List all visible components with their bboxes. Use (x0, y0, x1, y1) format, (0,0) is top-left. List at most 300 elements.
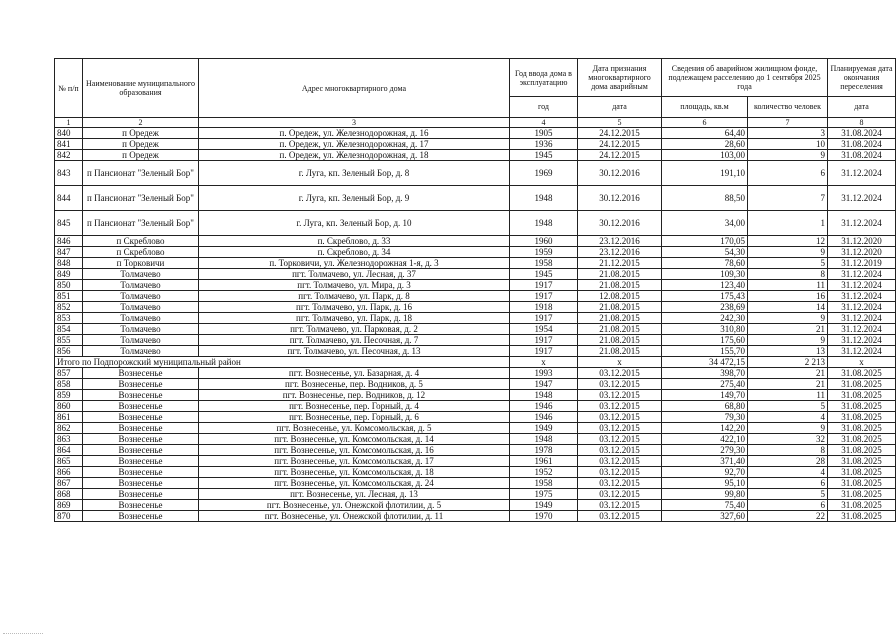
address-cell: г. Луга, кп. Зеленый Бор, д. 9 (199, 186, 510, 211)
address-cell: п. Торковичи, ул. Железнодорожная 1-я, д. 3 (199, 258, 510, 269)
row-number: 853 (55, 313, 83, 324)
row-number: 860 (55, 401, 83, 412)
date-cell: 24.12.2015 (578, 150, 662, 161)
header-info: Сведения об аварийном жилищном фонде, подлежащем расселению до 1 сентября 2025 года (662, 59, 828, 97)
total-plan: х (828, 357, 896, 368)
address-cell: пгт. Вознесенье, ул. Комсомольская, д. 16 (199, 445, 510, 456)
municipality-cell: п Пансионат "Зеленый Бор" (83, 211, 199, 236)
people-cell: 22 (748, 511, 828, 522)
table-row (55, 211, 896, 236)
table-row (55, 511, 896, 522)
plan-date-cell: 31.08.2025 (828, 412, 896, 423)
year-cell: 1993 (510, 368, 578, 379)
year-cell: 1917 (510, 280, 578, 291)
total-year: х (510, 357, 578, 368)
date-cell: 03.12.2015 (578, 489, 662, 500)
area-cell: 371,40 (662, 456, 748, 467)
municipality-cell: Толмачево (83, 346, 199, 357)
year-cell: 1948 (510, 211, 578, 236)
area-cell: 78,60 (662, 258, 748, 269)
row-number: 840 (55, 128, 83, 139)
year-cell: 1905 (510, 128, 578, 139)
area-cell: 28,60 (662, 139, 748, 150)
plan-date-cell: 31.08.2025 (828, 511, 896, 522)
people-cell: 16 (748, 291, 828, 302)
row-number: 870 (55, 511, 83, 522)
municipality-cell: Вознесенье (83, 489, 199, 500)
date-cell: 03.12.2015 (578, 412, 662, 423)
table-row (55, 258, 896, 269)
header-plan: Планируемая дата окончания переселения (828, 59, 896, 97)
people-cell: 11 (748, 280, 828, 291)
year-cell: 1952 (510, 467, 578, 478)
municipality-cell: Вознесенье (83, 445, 199, 456)
table-body-upper (55, 128, 896, 357)
address-cell: п. Оредеж, ул. Железнодорожная, д. 16 (199, 128, 510, 139)
row-number: 864 (55, 445, 83, 456)
year-cell: 1946 (510, 412, 578, 423)
plan-date-cell: 31.12.2024 (828, 186, 896, 211)
year-cell: 1969 (510, 161, 578, 186)
table-row (55, 139, 896, 150)
area-cell: 398,70 (662, 368, 748, 379)
address-cell: п. Скреблово, д. 33 (199, 236, 510, 247)
year-cell: 1917 (510, 313, 578, 324)
col-number: 8 (828, 118, 896, 128)
date-cell: 12.08.2015 (578, 291, 662, 302)
date-cell: 21.08.2015 (578, 335, 662, 346)
address-cell: г. Луга, кп. Зеленый Бор, д. 10 (199, 211, 510, 236)
area-cell: 149,70 (662, 390, 748, 401)
plan-date-cell: 31.08.2025 (828, 489, 896, 500)
municipality-cell: п Скреблово (83, 247, 199, 258)
address-cell: пгт. Толмачево, ул. Мира, д. 3 (199, 280, 510, 291)
date-cell: 03.12.2015 (578, 390, 662, 401)
col-number: 2 (83, 118, 199, 128)
people-cell: 21 (748, 324, 828, 335)
area-cell: 155,70 (662, 346, 748, 357)
header-municipality: Наименование муниципального образования (83, 59, 199, 118)
table-row (55, 161, 896, 186)
row-number: 869 (55, 500, 83, 511)
municipality-cell: Толмачево (83, 324, 199, 335)
date-cell: 21.08.2015 (578, 346, 662, 357)
table-row (55, 478, 896, 489)
plan-date-cell: 31.08.2025 (828, 368, 896, 379)
area-cell: 422,10 (662, 434, 748, 445)
plan-date-cell: 31.08.2024 (828, 150, 896, 161)
year-cell: 1945 (510, 150, 578, 161)
address-cell: п. Оредеж, ул. Железнодорожная, д. 17 (199, 139, 510, 150)
header-year: Год ввода дома в эксплуатацию (510, 59, 578, 97)
table-row (55, 467, 896, 478)
date-cell: 03.12.2015 (578, 456, 662, 467)
col-number: 4 (510, 118, 578, 128)
year-cell: 1949 (510, 423, 578, 434)
subheader-area: площадь, кв.м (662, 97, 748, 118)
people-cell: 6 (748, 161, 828, 186)
date-cell: 03.12.2015 (578, 434, 662, 445)
address-cell: пгт. Толмачево, ул. Парк, д. 16 (199, 302, 510, 313)
municipality-cell: Вознесенье (83, 478, 199, 489)
address-cell: п. Скреблово, д. 34 (199, 247, 510, 258)
people-cell: 9 (748, 313, 828, 324)
col-number: 3 (199, 118, 510, 128)
plan-date-cell: 31.08.2025 (828, 401, 896, 412)
plan-date-cell: 31.12.2024 (828, 335, 896, 346)
table-row (55, 280, 896, 291)
col-number: 7 (748, 118, 828, 128)
address-cell: пгт. Вознесенье, ул. Базарная, д. 4 (199, 368, 510, 379)
date-cell: 03.12.2015 (578, 478, 662, 489)
table-row (55, 456, 896, 467)
area-cell: 142,20 (662, 423, 748, 434)
plan-date-cell: 31.12.2024 (828, 211, 896, 236)
year-cell: 1947 (510, 379, 578, 390)
plan-date-cell: 31.12.2020 (828, 247, 896, 258)
area-cell: 64,40 (662, 128, 748, 139)
plan-date-cell: 31.12.2019 (828, 258, 896, 269)
address-cell: пгт. Вознесенье, пер. Водников, д. 12 (199, 390, 510, 401)
area-cell: 238,69 (662, 302, 748, 313)
municipality-cell: Вознесенье (83, 423, 199, 434)
area-cell: 34,00 (662, 211, 748, 236)
date-cell: 21.08.2015 (578, 269, 662, 280)
table-row (55, 335, 896, 346)
year-cell: 1975 (510, 489, 578, 500)
plan-date-cell: 31.08.2025 (828, 467, 896, 478)
year-cell: 1960 (510, 236, 578, 247)
table-row (55, 302, 896, 313)
area-cell: 327,60 (662, 511, 748, 522)
row-number: 854 (55, 324, 83, 335)
row-number: 842 (55, 150, 83, 161)
row-number: 865 (55, 456, 83, 467)
row-number: 848 (55, 258, 83, 269)
col-number: 6 (662, 118, 748, 128)
plan-date-cell: 31.08.2024 (828, 128, 896, 139)
year-cell: 1949 (510, 500, 578, 511)
table-row (55, 313, 896, 324)
table-row (55, 445, 896, 456)
address-cell: пгт. Вознесенье, ул. Лесная, д. 13 (199, 489, 510, 500)
date-cell: 30.12.2016 (578, 211, 662, 236)
area-cell: 275,40 (662, 379, 748, 390)
address-cell: пгт. Вознесенье, ул. Комсомольская, д. 5 (199, 423, 510, 434)
table-row (55, 346, 896, 357)
year-cell: 1917 (510, 335, 578, 346)
year-cell: 1946 (510, 401, 578, 412)
table-row (55, 390, 896, 401)
municipality-cell: Вознесенье (83, 412, 199, 423)
year-cell: 1917 (510, 346, 578, 357)
date-cell: 21.08.2015 (578, 313, 662, 324)
year-cell: 1945 (510, 269, 578, 280)
row-number: 858 (55, 379, 83, 390)
people-cell: 9 (748, 150, 828, 161)
people-cell: 9 (748, 335, 828, 346)
address-cell: пгт. Вознесенье, ул. Комсомольская, д. 17 (199, 456, 510, 467)
year-cell: 1978 (510, 445, 578, 456)
date-cell: 21.08.2015 (578, 302, 662, 313)
table-row (55, 412, 896, 423)
table-row (55, 368, 896, 379)
table-row (55, 434, 896, 445)
municipality-cell: Вознесенье (83, 511, 199, 522)
area-cell: 175,43 (662, 291, 748, 302)
row-number: 849 (55, 269, 83, 280)
table-row (55, 236, 896, 247)
subheader-people: количество человек (748, 97, 828, 118)
people-cell: 21 (748, 379, 828, 390)
address-cell: пгт. Вознесенье, пер. Горный, д. 4 (199, 401, 510, 412)
subheader-date: дата (578, 97, 662, 118)
address-cell: пгт. Толмачево, ул. Песочная, д. 13 (199, 346, 510, 357)
header-date: Дата признания многоквартирного дома аварийным (578, 59, 662, 97)
address-cell: пгт. Вознесенье, ул. Комсомольская, д. 14 (199, 434, 510, 445)
municipality-cell: Толмачево (83, 302, 199, 313)
table-row (55, 186, 896, 211)
row-number: 857 (55, 368, 83, 379)
table-row (55, 324, 896, 335)
address-cell: п. Оредеж, ул. Железнодорожная, д. 18 (199, 150, 510, 161)
area-cell: 68,80 (662, 401, 748, 412)
municipality-cell: Вознесенье (83, 434, 199, 445)
table-row (55, 401, 896, 412)
municipality-cell: п Пансионат "Зеленый Бор" (83, 161, 199, 186)
row-number: 868 (55, 489, 83, 500)
row-number: 850 (55, 280, 83, 291)
row-number: 844 (55, 186, 83, 211)
table-row (55, 247, 896, 258)
total-row (55, 357, 896, 368)
total-date: х (578, 357, 662, 368)
date-cell: 03.12.2015 (578, 401, 662, 412)
area-cell: 103,00 (662, 150, 748, 161)
total-people: 2 213 (748, 357, 828, 368)
table-row (55, 291, 896, 302)
people-cell: 21 (748, 368, 828, 379)
address-cell: пгт. Толмачево, ул. Парковая, д. 2 (199, 324, 510, 335)
people-cell: 32 (748, 434, 828, 445)
plan-date-cell: 31.12.2024 (828, 324, 896, 335)
address-cell: пгт. Вознесенье, ул. Онежской флотилии, д. 11 (199, 511, 510, 522)
municipality-cell: Толмачево (83, 269, 199, 280)
people-cell: 28 (748, 456, 828, 467)
people-cell: 1 (748, 211, 828, 236)
year-cell: 1954 (510, 324, 578, 335)
total-label: Итого по Подпорожский муниципальный район (55, 357, 510, 368)
people-cell: 7 (748, 186, 828, 211)
people-cell: 5 (748, 489, 828, 500)
municipality-cell: Вознесенье (83, 456, 199, 467)
plan-date-cell: 31.08.2025 (828, 445, 896, 456)
municipality-cell: Толмачево (83, 291, 199, 302)
municipality-cell: Толмачево (83, 280, 199, 291)
subheader-plan: дата (828, 97, 896, 118)
row-number: 843 (55, 161, 83, 186)
area-cell: 95,10 (662, 478, 748, 489)
area-cell: 191,10 (662, 161, 748, 186)
row-number: 867 (55, 478, 83, 489)
people-cell: 12 (748, 236, 828, 247)
municipality-cell: Толмачево (83, 313, 199, 324)
address-cell: пгт. Вознесенье, ул. Онежской флотилии, д. 5 (199, 500, 510, 511)
people-cell: 14 (748, 302, 828, 313)
plan-date-cell: 31.12.2024 (828, 161, 896, 186)
row-number: 862 (55, 423, 83, 434)
plan-date-cell: 31.12.2024 (828, 269, 896, 280)
plan-date-cell: 31.12.2020 (828, 236, 896, 247)
date-cell: 24.12.2015 (578, 139, 662, 150)
address-cell: пгт. Толмачево, ул. Парк, д. 8 (199, 291, 510, 302)
area-cell: 175,60 (662, 335, 748, 346)
people-cell: 11 (748, 390, 828, 401)
year-cell: 1970 (510, 511, 578, 522)
year-cell: 1958 (510, 478, 578, 489)
municipality-cell: п Оредеж (83, 139, 199, 150)
municipality-cell: п Пансионат "Зеленый Бор" (83, 186, 199, 211)
year-cell: 1948 (510, 434, 578, 445)
row-number: 846 (55, 236, 83, 247)
row-number: 856 (55, 346, 83, 357)
header-num: № п/п (55, 59, 83, 118)
date-cell: 03.12.2015 (578, 467, 662, 478)
row-number: 841 (55, 139, 83, 150)
area-cell: 242,30 (662, 313, 748, 324)
table-body-lower (55, 368, 896, 522)
table-row (55, 269, 896, 280)
people-cell: 8 (748, 269, 828, 280)
table-row (55, 423, 896, 434)
subheader-year: год (510, 97, 578, 118)
table-row (55, 500, 896, 511)
municipality-cell: Вознесенье (83, 368, 199, 379)
municipality-cell: п Скреблово (83, 236, 199, 247)
area-cell: 99,80 (662, 489, 748, 500)
row-number: 845 (55, 211, 83, 236)
row-number: 863 (55, 434, 83, 445)
row-number: 851 (55, 291, 83, 302)
housing-table (54, 58, 896, 522)
year-cell: 1918 (510, 302, 578, 313)
date-cell: 21.08.2015 (578, 280, 662, 291)
table-total-section (55, 357, 896, 368)
municipality-cell: Вознесенье (83, 390, 199, 401)
area-cell: 54,30 (662, 247, 748, 258)
plan-date-cell: 31.12.2024 (828, 291, 896, 302)
municipality-cell: п Оредеж (83, 128, 199, 139)
people-cell: 8 (748, 445, 828, 456)
row-number: 861 (55, 412, 83, 423)
date-cell: 21.12.2015 (578, 258, 662, 269)
people-cell: 13 (748, 346, 828, 357)
date-cell: 03.12.2015 (578, 500, 662, 511)
date-cell: 03.12.2015 (578, 368, 662, 379)
row-number: 859 (55, 390, 83, 401)
address-cell: пгт. Толмачево, ул. Лесная, д. 37 (199, 269, 510, 280)
area-cell: 75,40 (662, 500, 748, 511)
municipality-cell: Толмачево (83, 335, 199, 346)
plan-date-cell: 31.08.2024 (828, 139, 896, 150)
people-cell: 4 (748, 412, 828, 423)
plan-date-cell: 31.08.2025 (828, 456, 896, 467)
col-number: 5 (578, 118, 662, 128)
date-cell: 30.12.2016 (578, 186, 662, 211)
table-row (55, 128, 896, 139)
total-area: 34 472,15 (662, 357, 748, 368)
people-cell: 6 (748, 478, 828, 489)
year-cell: 1961 (510, 456, 578, 467)
date-cell: 30.12.2016 (578, 161, 662, 186)
address-cell: пгт. Вознесенье, пер. Водников, д. 5 (199, 379, 510, 390)
people-cell: 6 (748, 500, 828, 511)
plan-date-cell: 31.12.2024 (828, 302, 896, 313)
plan-date-cell: 31.08.2025 (828, 478, 896, 489)
area-cell: 279,30 (662, 445, 748, 456)
table-row (55, 150, 896, 161)
people-cell: 5 (748, 258, 828, 269)
municipality-cell: Вознесенье (83, 500, 199, 511)
address-cell: г. Луга, кп. Зеленый Бор, д. 8 (199, 161, 510, 186)
people-cell: 5 (748, 401, 828, 412)
area-cell: 123,40 (662, 280, 748, 291)
row-number: 847 (55, 247, 83, 258)
plan-date-cell: 31.08.2025 (828, 390, 896, 401)
year-cell: 1948 (510, 186, 578, 211)
year-cell: 1917 (510, 291, 578, 302)
date-cell: 03.12.2015 (578, 423, 662, 434)
people-cell: 3 (748, 128, 828, 139)
municipality-cell: Вознесенье (83, 467, 199, 478)
plan-date-cell: 31.12.2024 (828, 346, 896, 357)
municipality-cell: п Торковичи (83, 258, 199, 269)
col-number: 1 (55, 118, 83, 128)
date-cell: 03.12.2015 (578, 511, 662, 522)
date-cell: 21.08.2015 (578, 324, 662, 335)
people-cell: 10 (748, 139, 828, 150)
row-number: 852 (55, 302, 83, 313)
address-cell: пгт. Вознесенье, пер. Горный, д. 6 (199, 412, 510, 423)
address-cell: пгт. Толмачево, ул. Песочная, д. 7 (199, 335, 510, 346)
year-cell: 1959 (510, 247, 578, 258)
date-cell: 03.12.2015 (578, 445, 662, 456)
area-cell: 88,50 (662, 186, 748, 211)
address-cell: пгт. Вознесенье, ул. Комсомольская, д. 18 (199, 467, 510, 478)
row-number: 866 (55, 467, 83, 478)
area-cell: 92,70 (662, 467, 748, 478)
year-cell: 1958 (510, 258, 578, 269)
table-row (55, 489, 896, 500)
area-cell: 170,05 (662, 236, 748, 247)
municipality-cell: Вознесенье (83, 379, 199, 390)
plan-date-cell: 31.08.2025 (828, 434, 896, 445)
municipality-cell: п Оредеж (83, 150, 199, 161)
year-cell: 1936 (510, 139, 578, 150)
plan-date-cell: 31.12.2024 (828, 313, 896, 324)
date-cell: 23.12.2016 (578, 247, 662, 258)
header-address: Адрес многоквартирного дома (199, 59, 510, 118)
year-cell: 1948 (510, 390, 578, 401)
municipality-cell: Вознесенье (83, 401, 199, 412)
area-cell: 310,80 (662, 324, 748, 335)
address-cell: пгт. Вознесенье, ул. Комсомольская, д. 24 (199, 478, 510, 489)
row-number: 855 (55, 335, 83, 346)
plan-date-cell: 31.08.2025 (828, 500, 896, 511)
area-cell: 79,30 (662, 412, 748, 423)
plan-date-cell: 31.08.2025 (828, 423, 896, 434)
people-cell: 4 (748, 467, 828, 478)
